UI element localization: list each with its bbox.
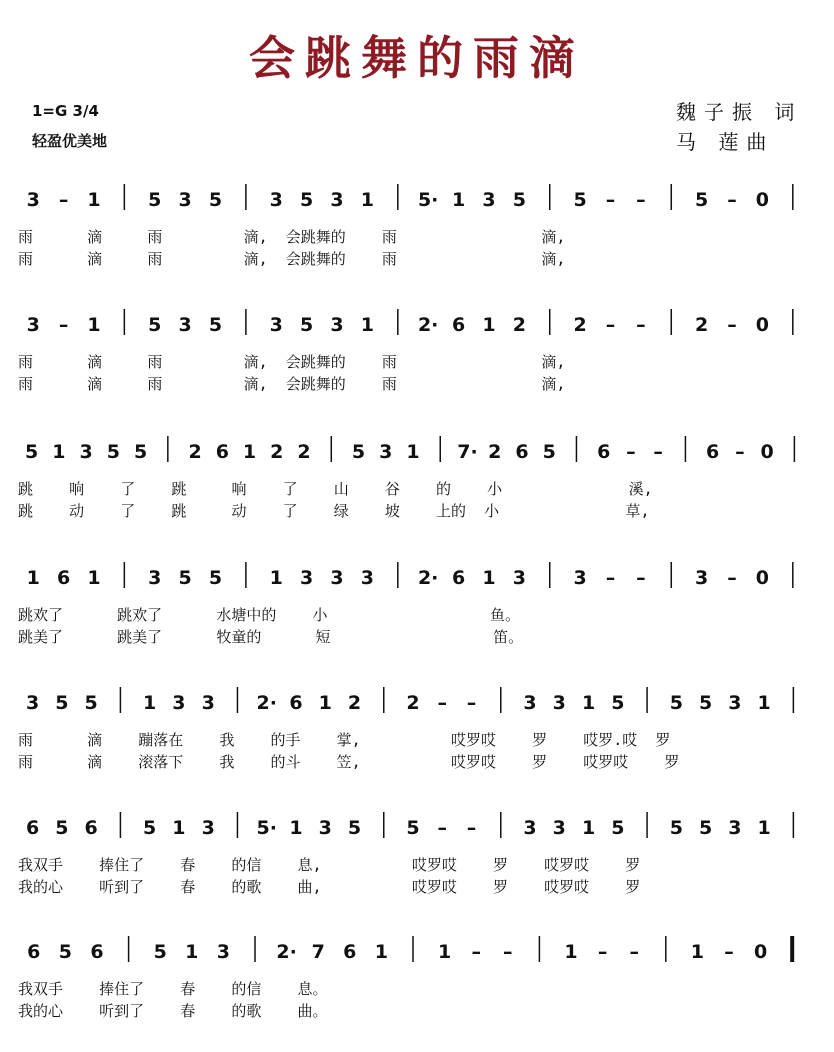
lyric-line-2: 跳 动 了 跳 动 了 绿 坡 上的 小 草, <box>18 502 650 520</box>
note: – <box>605 314 616 336</box>
note: 2· <box>256 692 277 714</box>
note: 3 <box>269 314 283 336</box>
note: 5 <box>153 941 167 963</box>
note: 3 <box>330 567 344 589</box>
note: 5 <box>351 441 366 463</box>
music-system <box>0 558 834 678</box>
note: 3 <box>178 189 192 211</box>
note: 3 <box>330 314 344 336</box>
note: 1 <box>581 817 596 839</box>
note: – <box>735 441 745 463</box>
note: 3 <box>201 817 215 839</box>
note: 6 <box>515 441 529 463</box>
note: 1 <box>482 567 496 589</box>
notation-svg <box>14 305 820 351</box>
note: 0 <box>755 189 770 211</box>
note: 0 <box>755 314 770 336</box>
composer-credit: 马 莲曲 <box>676 130 775 154</box>
lyric-line-2: 雨 滴 雨 滴, 会跳舞的 雨 滴, <box>18 375 566 393</box>
notation-line <box>14 305 820 351</box>
note: 2 <box>188 441 202 463</box>
note: 3 <box>26 314 40 336</box>
note: 5 <box>208 189 223 211</box>
note: 5 <box>55 817 69 839</box>
note: – <box>636 314 646 336</box>
note: 3 <box>318 817 332 839</box>
music-system <box>0 683 834 803</box>
note: 5 <box>542 441 556 463</box>
note: 5 <box>669 817 683 839</box>
note: 3 <box>512 567 526 589</box>
note: 3 <box>330 189 344 211</box>
note: 2· <box>417 567 439 589</box>
lyricist-credit: 魏子振 词 <box>676 100 803 124</box>
note: 1 <box>26 567 40 589</box>
note: – <box>503 941 513 963</box>
note: 5 <box>300 314 314 336</box>
note: – <box>653 441 663 463</box>
note: – <box>727 314 737 336</box>
lyric-line-1: 跳欢了 跳欢了 水塘中的 小 鱼。 <box>18 606 521 624</box>
note: 3 <box>523 692 537 714</box>
note: 2 <box>573 314 587 336</box>
note: – <box>636 189 646 211</box>
note: 1 <box>242 441 257 463</box>
note: 3 <box>178 314 192 336</box>
note: 0 <box>753 941 768 963</box>
lyric-line-1: 雨 滴 雨 滴, 会跳舞的 雨 滴, <box>18 228 566 246</box>
note: 7 <box>311 941 325 963</box>
music-system <box>0 932 834 1052</box>
notation-svg <box>14 808 820 854</box>
notation-line <box>14 558 820 604</box>
note: 3 <box>728 692 742 714</box>
music-system <box>0 432 834 552</box>
note: 1 <box>185 941 199 963</box>
note: 1 <box>690 941 705 963</box>
note: 6 <box>451 314 466 336</box>
notation-line <box>14 683 820 729</box>
note: – <box>605 189 616 211</box>
note: 1 <box>289 817 303 839</box>
note: 5 <box>148 314 162 336</box>
note: 3 <box>201 692 215 714</box>
note: – <box>466 817 477 839</box>
note: 1 <box>143 692 157 714</box>
notation-line <box>14 932 820 978</box>
note: 5 <box>25 441 39 463</box>
note: 2· <box>417 314 439 336</box>
note: 5 <box>669 692 683 714</box>
note: 2· <box>276 941 297 963</box>
notation-line <box>14 180 820 226</box>
note: 1 <box>406 441 420 463</box>
note: 5 <box>148 189 162 211</box>
note: 5 <box>58 941 73 963</box>
note: 5 <box>143 817 157 839</box>
lyric-line-2: 我的心 听到了 春 的歌 曲, 哎罗哎 罗 哎罗哎 罗 <box>18 878 641 896</box>
note: 6 <box>451 567 466 589</box>
lyric-line-2: 雨 滴 滚落下 我 的斗 笠, 哎罗哎 罗 哎罗哎 罗 <box>18 753 680 771</box>
note: 5 <box>208 314 223 336</box>
note: 1 <box>757 692 771 714</box>
notation-svg <box>14 432 820 478</box>
note: 2 <box>270 441 284 463</box>
note: 5 <box>611 692 625 714</box>
note: 2 <box>512 314 526 336</box>
note: 3 <box>573 567 587 589</box>
note: 1 <box>482 314 496 336</box>
note: 5· <box>417 189 439 211</box>
music-system <box>0 808 834 928</box>
note: 1 <box>564 941 578 963</box>
note: 1 <box>437 941 452 963</box>
note: 5 <box>695 189 709 211</box>
note: – <box>605 567 616 589</box>
note: – <box>58 314 69 336</box>
lyric-line-2: 雨 滴 雨 滴, 会跳舞的 雨 滴, <box>18 250 566 268</box>
note: 2 <box>406 692 420 714</box>
note: 3 <box>79 441 93 463</box>
note: 7· <box>457 441 478 463</box>
note: 5 <box>512 189 526 211</box>
note: 5 <box>698 692 713 714</box>
lyric-line-1: 我双手 捧住了 春 的信 息, 哎罗哎 罗 哎罗哎 罗 <box>18 856 641 874</box>
note: 1 <box>360 314 375 336</box>
note: 3 <box>695 567 709 589</box>
note: 3 <box>148 567 162 589</box>
note: 3 <box>26 692 40 714</box>
notation-svg <box>14 558 820 604</box>
notation-svg <box>14 683 820 729</box>
lyric-line-1: 雨 滴 雨 滴, 会跳舞的 雨 滴, <box>18 353 566 371</box>
note: – <box>629 941 639 963</box>
note: 1 <box>87 567 101 589</box>
note: 5 <box>84 692 98 714</box>
note: 5 <box>347 817 362 839</box>
note: – <box>626 441 636 463</box>
lyric-line-1: 我双手 捧住了 春 的信 息。 <box>18 980 328 998</box>
note: 5 <box>106 441 120 463</box>
note: 3 <box>269 189 283 211</box>
music-system <box>0 180 834 300</box>
lyric-line-2: 我的心 听到了 春 的歌 曲。 <box>18 1002 328 1020</box>
note: – <box>597 941 608 963</box>
note: 3 <box>552 692 566 714</box>
note: 6 <box>706 441 720 463</box>
note: 2 <box>488 441 502 463</box>
lyric-line-2: 跳美了 跳美了 牧童的 短 笛。 <box>18 628 524 646</box>
note: 3 <box>552 817 566 839</box>
note: 3 <box>728 817 742 839</box>
note: 3 <box>300 567 314 589</box>
note: 6 <box>215 441 229 463</box>
note: 6 <box>27 941 41 963</box>
note: – <box>437 817 448 839</box>
note: 3 <box>379 441 393 463</box>
note: 6 <box>343 941 357 963</box>
note: 6 <box>289 692 303 714</box>
notation-line <box>14 808 820 854</box>
note: – <box>437 692 448 714</box>
lyric-line-1: 跳 响 了 跳 响 了 山 谷 的 小 溪, <box>18 480 653 498</box>
note: 1 <box>451 189 466 211</box>
note: 3 <box>482 189 496 211</box>
note: – <box>471 941 481 963</box>
note: 5 <box>178 567 192 589</box>
note: 5 <box>300 189 314 211</box>
music-system <box>0 305 834 425</box>
note: – <box>724 941 734 963</box>
note: – <box>727 189 737 211</box>
note: 2 <box>297 441 311 463</box>
note: 1 <box>87 189 101 211</box>
song-title: 会跳舞的雨滴 <box>249 31 585 85</box>
note: 5 <box>698 817 713 839</box>
note: 5 <box>55 692 69 714</box>
note: 6 <box>26 817 40 839</box>
note: 5· <box>256 817 277 839</box>
note: 1 <box>374 941 389 963</box>
note: 1 <box>269 567 283 589</box>
note: 3 <box>360 567 375 589</box>
note: 3 <box>26 189 40 211</box>
note: 0 <box>760 441 774 463</box>
key-signature: 1=G 3/4 <box>32 102 99 120</box>
note: 1 <box>581 692 596 714</box>
note: 1 <box>52 441 66 463</box>
note: 5 <box>208 567 223 589</box>
note: 5 <box>406 817 420 839</box>
lyric-line-1: 雨 滴 蹦落在 我 的手 掌, 哎罗哎 罗 哎罗.哎 罗 <box>18 731 671 749</box>
note: 5 <box>133 441 148 463</box>
note: 1 <box>172 817 186 839</box>
note: 6 <box>90 941 104 963</box>
note: 3 <box>216 941 231 963</box>
note: – <box>58 189 69 211</box>
note: 3 <box>172 692 186 714</box>
note: 0 <box>755 567 770 589</box>
notation-svg <box>14 932 820 978</box>
notation-line <box>14 432 820 478</box>
note: 2 <box>347 692 362 714</box>
note: 6 <box>84 817 98 839</box>
note: 1 <box>757 817 771 839</box>
note: – <box>636 567 646 589</box>
note: 5 <box>573 189 587 211</box>
note: – <box>466 692 477 714</box>
note: 3 <box>523 817 537 839</box>
expression-mark: 轻盈优美地 <box>32 132 108 150</box>
note: 1 <box>87 314 101 336</box>
note: 6 <box>56 567 71 589</box>
note: 1 <box>360 189 375 211</box>
notation-svg <box>14 180 820 226</box>
note: – <box>727 567 737 589</box>
note: 6 <box>597 441 611 463</box>
note: 2 <box>695 314 709 336</box>
note: 5 <box>611 817 625 839</box>
note: 1 <box>318 692 332 714</box>
